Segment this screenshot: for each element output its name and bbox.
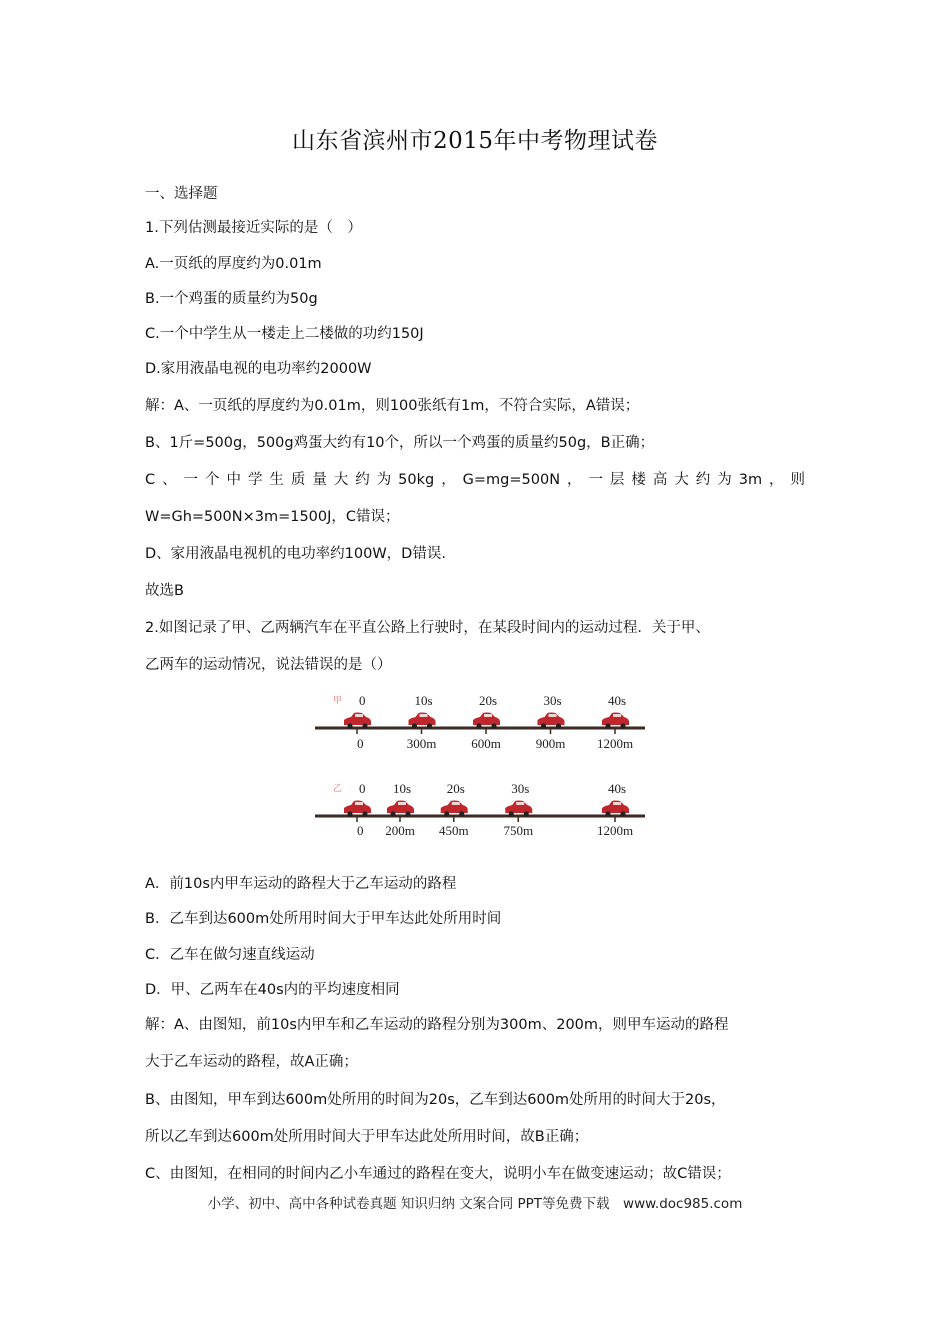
q2-option-d: D．甲、乙两车在40s内的平均速度相同 bbox=[145, 982, 400, 998]
q2-option-b: B．乙车到达600m处所用时间大于甲车达此处所用时间 bbox=[145, 911, 502, 927]
yi-row-tag: 乙 bbox=[333, 784, 343, 794]
q1-solution-line: W=Gh=500N×3m=1500J，C错误； bbox=[145, 509, 400, 525]
jia-car bbox=[538, 713, 565, 729]
jia-car bbox=[473, 713, 500, 729]
jia-distance-label: 0 bbox=[357, 736, 364, 751]
q1-solution-line: 解：A、一页纸的厚度约为0.01m，则100张纸有1m，不符合实际，A错误； bbox=[145, 398, 640, 414]
yi-distance-label: 750m bbox=[503, 823, 534, 838]
q1-solution-line: B、1斤=500g，500g鸡蛋大约有10个，所以一个鸡蛋的质量约50g，B正确； bbox=[145, 435, 655, 451]
jia-time-label: 20s bbox=[478, 693, 498, 708]
yi-time-label: 40s bbox=[607, 781, 627, 796]
jia-car bbox=[409, 713, 436, 729]
yi-car bbox=[505, 801, 532, 817]
yi-car bbox=[602, 801, 629, 817]
yi-time-label: 20s bbox=[446, 781, 465, 796]
jia-distance-label: 900m bbox=[535, 736, 566, 751]
yi-car bbox=[344, 801, 371, 817]
yi-time-label: 30s bbox=[511, 781, 530, 796]
q2-option-c: C．乙车在做匀速直线运动 bbox=[145, 947, 315, 963]
q1-option-a: A.一页纸的厚度约为0.01m bbox=[145, 256, 322, 272]
yi-time-label: 10s bbox=[392, 781, 412, 796]
yi-car bbox=[387, 801, 414, 817]
q1-option-b: B.一个鸡蛋的质量约为50g bbox=[145, 291, 318, 307]
yi-distance-label: 450m bbox=[438, 823, 469, 838]
jia-row-tag: 甲 bbox=[333, 696, 343, 706]
jia-car bbox=[344, 713, 371, 729]
yi-car bbox=[441, 801, 468, 817]
q2-option-a: A．前10s内甲车运动的路程大于乙车运动的路程 bbox=[145, 876, 457, 892]
yi-distance-label: 200m bbox=[385, 823, 415, 838]
yi-time-label: 0 bbox=[359, 781, 366, 796]
q2-stem: 2.如图记录了甲、乙两辆汽车在平直公路上行驶时，在某段时间内的运动过程．关于甲、 bbox=[145, 620, 710, 636]
footer-banner: 小学、初中、高中各种试卷真题 知识归纳 文案合同 PPT等免费下载 www.doc985.com bbox=[207, 1196, 743, 1212]
yi-distance-label: 0 bbox=[357, 823, 364, 838]
q2-solution-line: 大于乙车运动的路程，故A正确； bbox=[145, 1054, 358, 1070]
q2-solution-line: C、由图知，在相同的时间内乙小车通过的路程在变大，说明小车在做变速运动；故C错误； bbox=[145, 1166, 731, 1182]
q2-solution-line: B、由图知，甲车到达600m处所用的时间为20s，乙车到达600m处所用的时间大于20s， bbox=[145, 1092, 726, 1108]
q2-solution-line: 解：A、由图知，前10s内甲车和乙车运动的路程分别为300m、200m，则甲车运动的路程 bbox=[145, 1017, 729, 1033]
jia-time-label: 10s bbox=[414, 693, 433, 708]
jia-distance-label: 600m bbox=[471, 736, 501, 751]
jia-time-label: 40s bbox=[607, 693, 627, 708]
q1-solution-line: C、一个中学生质量大约为50kg，G=mg=500N，一层楼高大约为3m，则 bbox=[145, 472, 805, 488]
q1-answer: 故选B bbox=[145, 583, 184, 599]
q1-solution-line: D、家用液晶电视机的电功率约100W，D错误. bbox=[145, 546, 446, 562]
jia-distance-label: 1200m bbox=[596, 736, 634, 751]
q1-option-c: C.一个中学生从一楼走上二楼做的功约150J bbox=[145, 326, 424, 342]
q1-option-d: D.家用液晶电视的电功率约2000W bbox=[145, 361, 372, 377]
yi-distance-label: 1200m bbox=[596, 823, 634, 838]
q2-stem: 乙两车的运动情况，说法错误的是（） bbox=[145, 657, 392, 673]
page-title: 山东省滨州市2015年中考物理试卷 bbox=[291, 128, 659, 154]
q2-solution-line: 所以乙车到达600m处所用时间大于甲车达此处所用时间，故B正确； bbox=[145, 1129, 589, 1145]
car-motion-figure bbox=[313, 688, 648, 840]
q1-stem: 1.下列估测最接近实际的是（ ） bbox=[145, 220, 362, 236]
jia-car bbox=[602, 713, 629, 729]
jia-time-label: 30s bbox=[543, 693, 562, 708]
jia-distance-label: 300m bbox=[406, 736, 437, 751]
section-heading: 一、选择题 bbox=[145, 186, 218, 202]
jia-time-label: 0 bbox=[359, 693, 366, 708]
